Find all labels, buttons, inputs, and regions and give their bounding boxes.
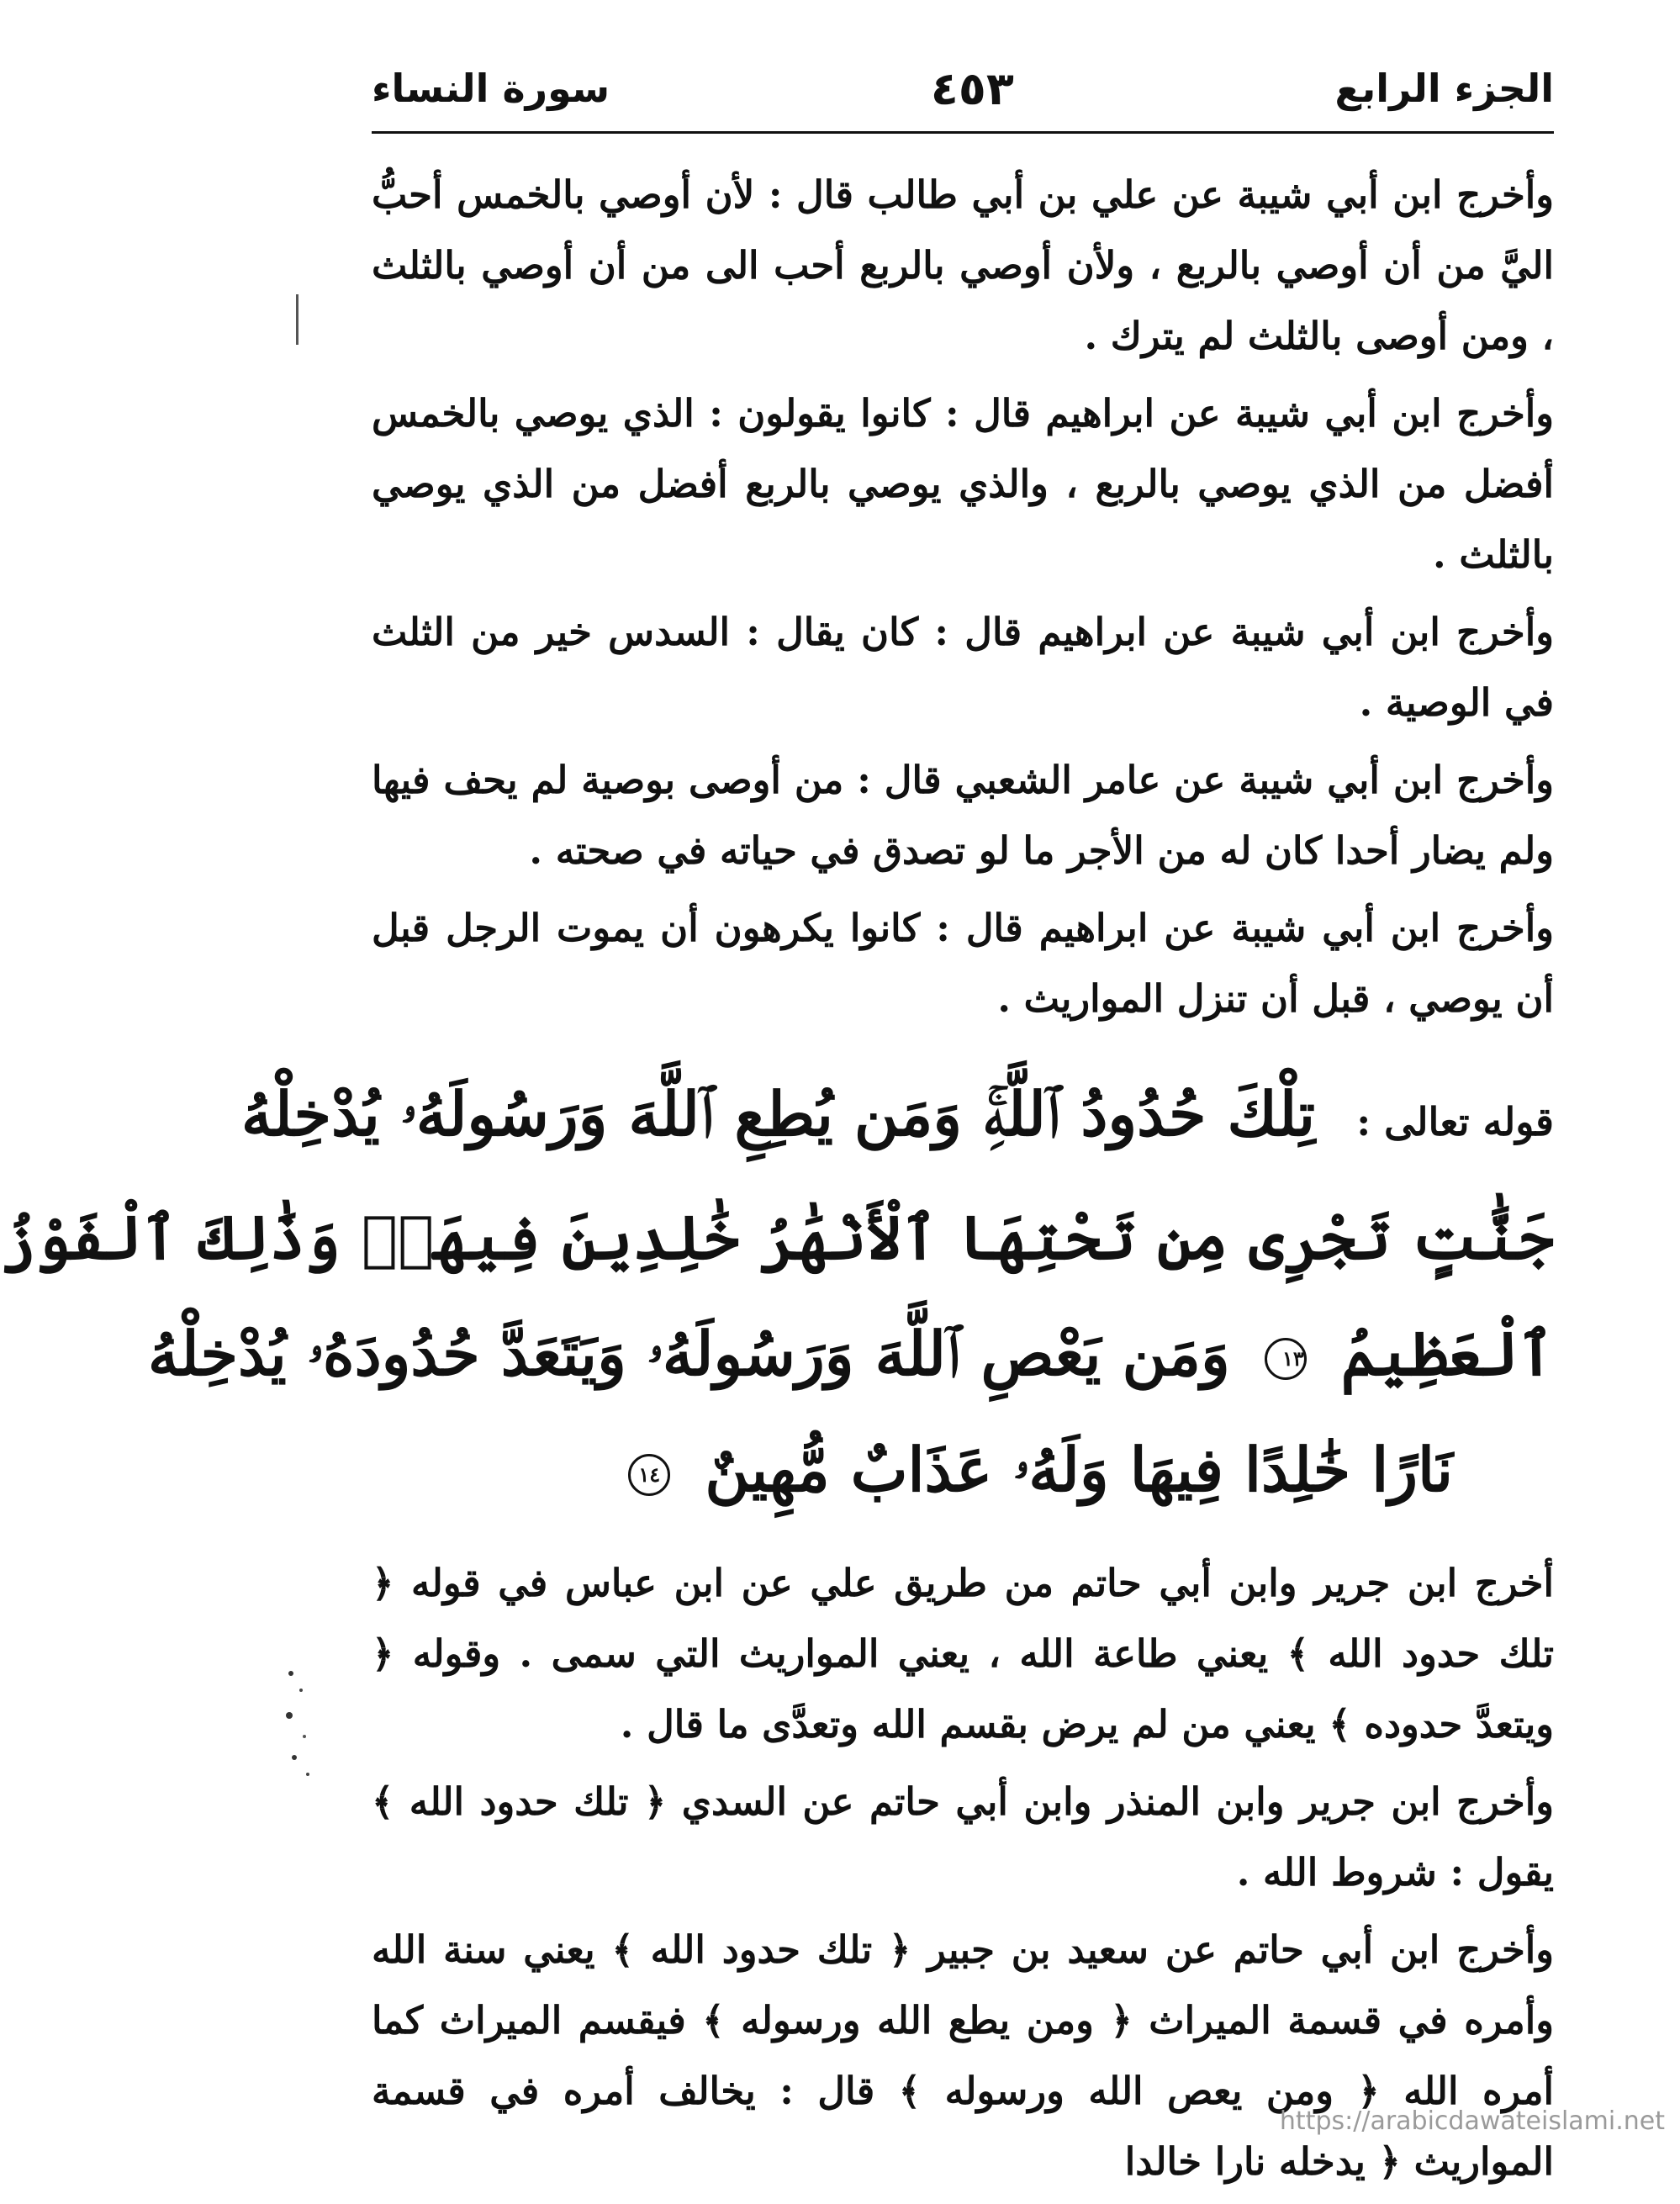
quran-line-2 xyxy=(0,1180,1554,1296)
ayah-marker-14: ١٤ xyxy=(628,1454,670,1496)
page-header xyxy=(372,50,1554,126)
commentary-1: أخرج ابن جرير وابن أبي حاتم من طريق علي عن ابن عباس في قوله ﴿ تلك حدود الله ﴾ يعني طاعة الله ، يعني المواريث التي سمى . وقوله ﴿ ويتعدَّ حدوده ﴾ يعني من لم يرض بقسم الله وتعدَّى ما قال . xyxy=(372,1561,1554,1747)
commentary-3: وأخرج ابن أبي حاتم عن سعيد بن جبير ﴿ تلك حدود الله ﴾ يعني سنة الله وأمره في قسمة الميراث ﴿ ومن يطع الله ورسوله ﴾ فيقسم الميراث كما أمره الله ﴿ ومن يعص الله ورسوله ﴾ قال : يخالف أمره في قسمة المواريث ﴿ يدخله نارا خالدا xyxy=(372,1927,1554,2184)
verse-text-4: نَارًا خَٰلِدًا فِيهَا وَلَهُۥ عَذَابٌ مُّهِينٌ xyxy=(705,1434,1453,1505)
header-rule xyxy=(372,131,1554,134)
verse-text-2: جَنَّٰتٍ تَجْرِى مِن تَحْتِهَا ٱلْأَنْهَٰرُ خَٰلِدِينَ فِيهَاۚ وَذَٰلِكَ ٱلْفَوْزُ xyxy=(0,1202,1554,1273)
page-body xyxy=(0,160,1554,2204)
verse-text-1: تِلْكَ حُدُودُ ٱللَّهِۚ وَمَن يُطِعِ ٱللَّهَ وَرَسُولَهُۥ يُدْخِلْهُ xyxy=(241,1078,1316,1150)
ayah-marker-13: ١٣ xyxy=(1265,1338,1307,1380)
margin-mark xyxy=(296,294,298,345)
paragraph-3: وأخرج ابن أبي شيبة عن ابراهيم قال : كان يقال : السدس خير من الثلث في الوصية . xyxy=(372,610,1554,725)
watermark-url: https://arabicdawateislami.net xyxy=(1279,2106,1665,2136)
quran-line-1 xyxy=(241,1056,1554,1180)
verse-intro: قوله تعالى : xyxy=(1356,1099,1554,1144)
verse-text-3a: ٱلْعَظِيمُ xyxy=(1340,1318,1554,1389)
scan-noise xyxy=(283,1657,316,1791)
paragraph-4: وأخرج ابن أبي شيبة عن عامر الشعبي قال : من أوصى بوصية لم يحف فيها ولم يضار أحدا كان له من الأجر ما لو تصدق في حياته في صحته . xyxy=(372,758,1554,873)
header-juz: الجزء الرابع xyxy=(1334,66,1554,111)
commentary-2: وأخرج ابن جرير وابن المنذر وابن أبي حاتم عن السدي ﴿ تلك حدود الله ﴾ يقول : شروط الله . xyxy=(372,1779,1554,1895)
verse-text-3b: وَمَن يَعْصِ ٱللَّهَ وَرَسُولَهُۥ وَيَتَعَدَّ حُدُودَهُۥ يُدْخِلْهُ xyxy=(148,1318,1230,1389)
paragraph-1: وأخرج ابن أبي شيبة عن علي بن أبي طالب قال : لأن أوصي بالخمس أحبُّ اليَّ من أن أوصي بالربع ، ولأن أوصي بالربع أحب الى من أن أوصي بالثلث ، ومن أوصى بالثلث لم يترك . xyxy=(372,172,1554,358)
page-number: ٤٥٣ xyxy=(930,61,1014,115)
paragraph-5: وأخرج ابن أبي شيبة عن ابراهيم قال : كانوا يكرهون أن يموت الرجل قبل أن يوصي ، قبل أن تنزل المواريث . xyxy=(372,906,1554,1021)
paragraph-2: وأخرج ابن أبي شيبة عن ابراهيم قال : كانوا يقولون : الذي يوصي بالخمس أفضل من الذي يوصي بالربع ، والذي يوصي بالربع أفضل من الذي يوصي بالثلث . xyxy=(372,391,1554,577)
quran-verse-block xyxy=(0,1056,1554,1528)
quran-line-3 xyxy=(148,1296,1554,1412)
quran-line-4 xyxy=(372,1412,1554,1528)
header-surah: سورة النساء xyxy=(372,66,610,111)
